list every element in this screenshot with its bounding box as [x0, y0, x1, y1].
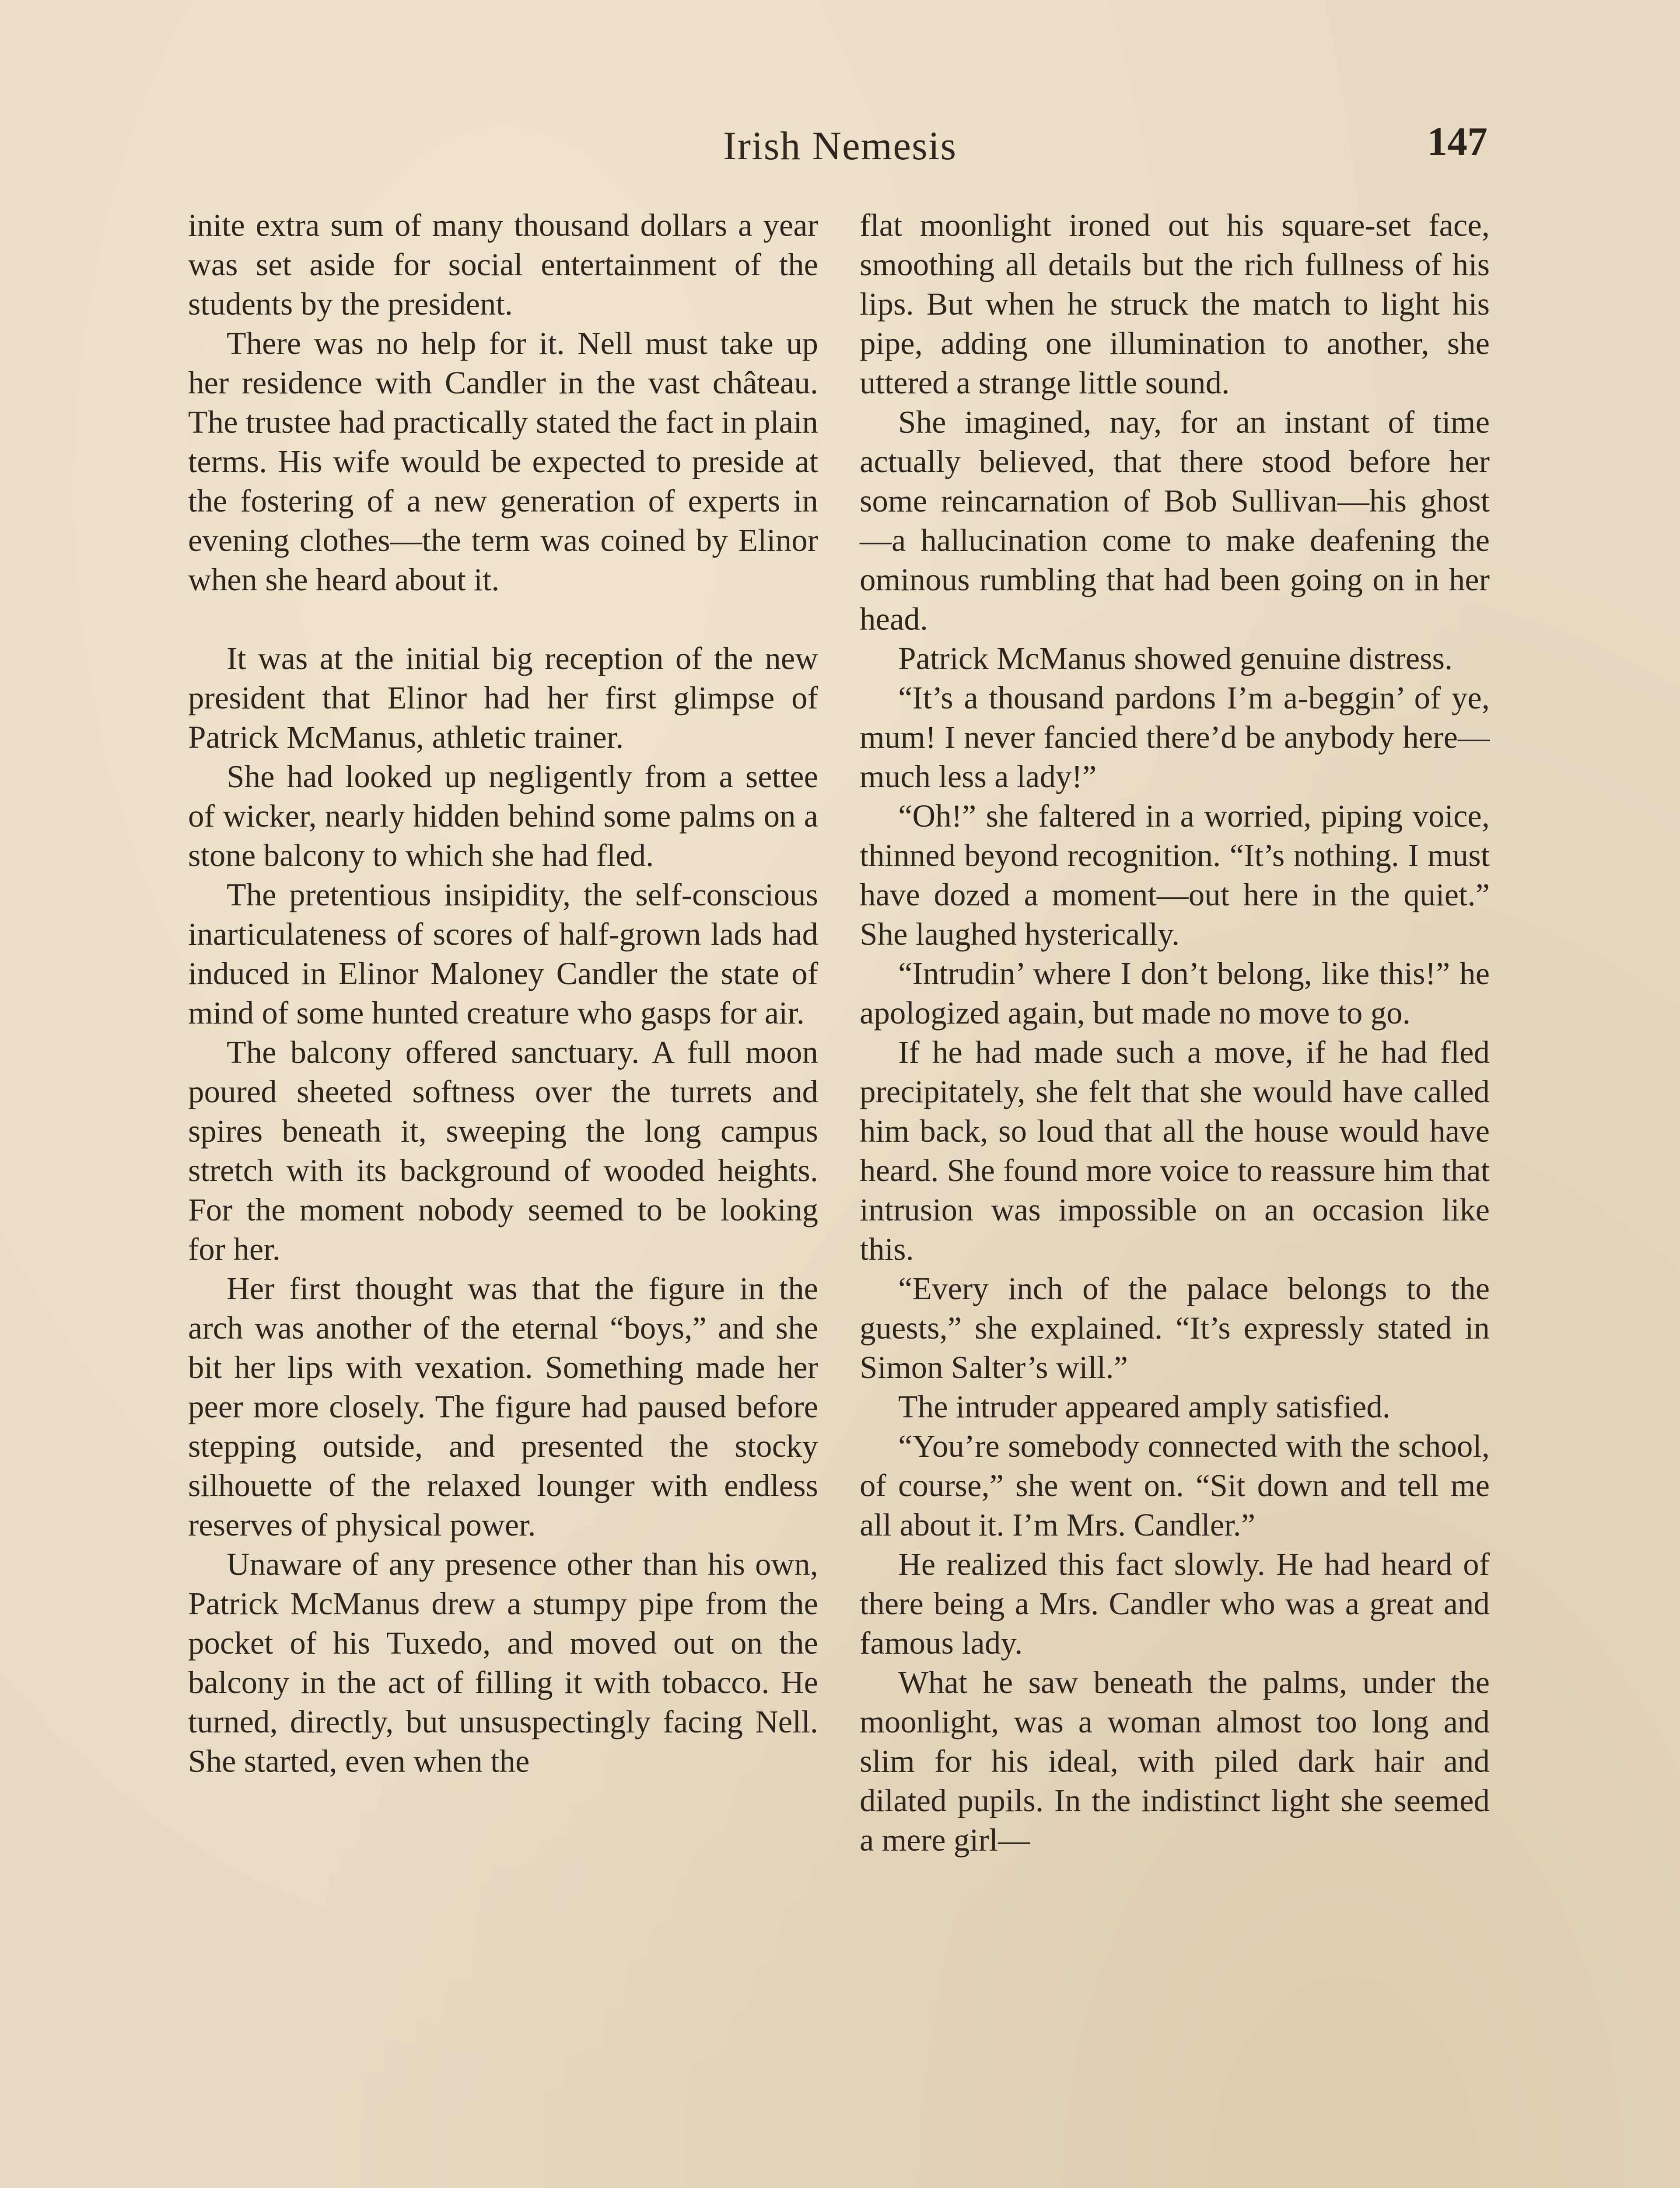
paragraph: She had looked up negligently from a settee of wicker, nearly hidden behind some palms on a stone balcony to which she had fled.: [188, 759, 818, 873]
paragraph: It was at the initial big reception of the new president that Elinor had her first glimpse of Patrick McManus, athletic trainer.: [188, 641, 818, 755]
paragraph: The pretentious insipidity, the self-conscious inarticulateness of scores of half-grown lads had induced in Elinor Maloney Candler the state of mind of some hunted creature who gasps for air.: [188, 877, 818, 1031]
paragraph: What he saw beneath the palms, under the moonlight, was a woman almost too long and slim for his ideal, with piled dark hair and dilated pupils. In the indistinct light she seemed a mere girl—: [860, 1665, 1490, 1858]
paragraph: If he had made such a move, if he had fled precipitately, she felt that she would have called him back, so loud that all the house would have heard. She found more voice to reassure him that intrusion was impossible on an occasion like this.: [860, 1034, 1490, 1267]
paragraph: Patrick McManus showed genuine distress.: [898, 641, 1453, 676]
paragraph: “Every inch of the palace belongs to the guests,” she explained. “It’s expressly stated in Simon Salter’s will.”: [860, 1271, 1490, 1385]
paragraph: The intruder appeared amply satisfied.: [898, 1389, 1390, 1424]
running-head-title: Irish Nemesis: [723, 123, 957, 168]
paragraph: She imagined, nay, for an instant of time actually believed, that there stood before her some reincarnation of Bob Sullivan—his ghost—a hallucination come to make deafening the ominous rumbling that had been going on in her head.: [860, 404, 1490, 637]
left-column: [188, 206, 818, 1781]
paragraph: Unaware of any presence other than his own, Patrick McManus drew a stumpy pipe from the pocket of his Tuxedo, and moved out on the balcony in the act of filling it with tobacco. He turned, directly, but unsuspectingly facing Nell. She started, even when the: [188, 1546, 818, 1779]
paragraph: “You’re somebody connected with the school, of course,” she went on. “Sit down and tell me all about it. I’m Mrs. Candler.”: [860, 1428, 1490, 1543]
paragraph: The balcony offered sanctuary. A full moon poured sheeted softness over the turrets and spires beneath it, sweeping the long campus stretch with its background of wooded heights. For the moment nobody seemed to be looking for her.: [188, 1034, 818, 1267]
paragraph: There was no help for it. Nell must take up her residence with Candler in the vast château. The trustee had practically stated the fact in plain terms. His wife would be expected to preside at the fostering of a new generation of experts in evening clothes—the term was coined by Elinor when she heard about it.: [188, 326, 818, 597]
paragraph: flat moonlight ironed out his square-set face, smoothing all details but the rich fullness of his lips. But when he struck the match to light his pipe, adding one illumination to another, she uttered a strange little sound.: [860, 207, 1490, 400]
paragraph: inite extra sum of many thousand dollars a year was set aside for social entertainment of the students by the president.: [188, 207, 818, 322]
paragraph: He realized this fact slowly. He had heard of there being a Mrs. Candler who was a great and famous lady.: [860, 1546, 1490, 1661]
paragraph: “It’s a thousand pardons I’m a-beggin’ of ye, mum! I never fancied there’d be anybody here—much less a lady!”: [860, 680, 1490, 794]
paragraph: Her first thought was that the figure in the arch was another of the eternal “boys,” and she bit her lips with vexation. Something made her peer more closely. The figure had paused before stepping outside, and presented the stocky silhouette of the relaxed lounger with endless reserves of physical power.: [188, 1271, 818, 1543]
page-number: 147: [1427, 119, 1488, 164]
paragraph: “Oh!” she faltered in a worried, piping voice, thinned beyond recognition. “It’s nothing. I must have dozed a moment—out here in the quiet.” She laughed hysterically.: [860, 798, 1490, 952]
paragraph: “Intrudin’ where I don’t belong, like this!” he apologized again, but made no move to go.: [860, 956, 1490, 1031]
right-column: [860, 206, 1490, 1860]
